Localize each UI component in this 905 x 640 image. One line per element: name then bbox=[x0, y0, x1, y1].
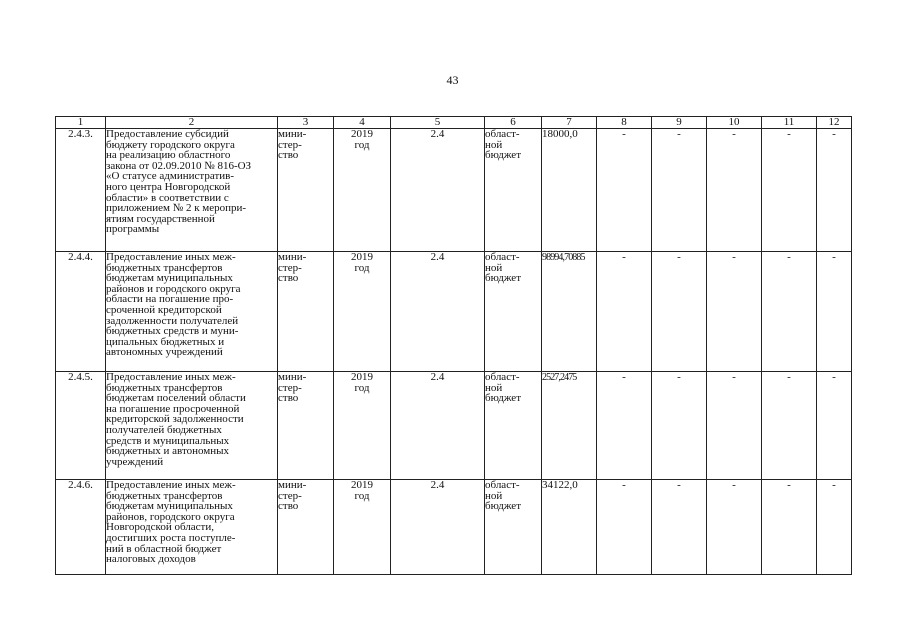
activity-name-line: кредиторской задолженности bbox=[106, 413, 244, 426]
executor-line: мини- bbox=[278, 251, 307, 263]
activities-table bbox=[55, 116, 852, 575]
dash-value: - bbox=[832, 251, 836, 263]
executor-line: стер- bbox=[278, 138, 302, 151]
target-point: 2.4 bbox=[430, 479, 445, 491]
item-number-cell bbox=[56, 372, 106, 480]
funding-source-line: област- bbox=[485, 371, 520, 383]
item-number-cell bbox=[56, 480, 106, 575]
activity-name-line: бюджетных трансфертов bbox=[106, 381, 223, 394]
column-header: 5 bbox=[391, 117, 485, 129]
activity-name-line: приложением № 2 к меропри- bbox=[106, 202, 247, 215]
year-line: год bbox=[354, 261, 370, 274]
executor-cell bbox=[278, 480, 334, 575]
executor-cell bbox=[278, 252, 334, 372]
activity-name-line: закона от 02.09.2010 № 816-ОЗ bbox=[106, 159, 252, 172]
funding-source-line: ной bbox=[485, 261, 503, 274]
empty-value-cell bbox=[817, 372, 852, 480]
activity-name-cell bbox=[106, 480, 278, 575]
empty-value-cell bbox=[762, 252, 817, 372]
dash-value: - bbox=[732, 479, 736, 491]
funding-source-line: ной bbox=[485, 489, 503, 502]
year-cell bbox=[334, 480, 391, 575]
activity-name-line: средств и муниципальных bbox=[106, 434, 230, 447]
target-point-cell bbox=[391, 252, 485, 372]
empty-value-cell bbox=[597, 372, 652, 480]
funding-source-line: бюджет bbox=[485, 392, 521, 405]
dash-value: - bbox=[832, 128, 836, 140]
funding-source-line: област- bbox=[485, 128, 520, 140]
empty-value-cell bbox=[652, 129, 707, 252]
activity-name-line: «О статусе административ- bbox=[106, 170, 234, 183]
activity-name-line: бюджетных трансфертов bbox=[106, 261, 223, 274]
activity-name-line: программы bbox=[106, 223, 160, 236]
activity-name-cell bbox=[106, 372, 278, 480]
activity-name-line: бюджетам муниципальных bbox=[106, 272, 233, 285]
dash-value: - bbox=[677, 128, 681, 140]
target-point-cell bbox=[391, 480, 485, 575]
year-line: 2019 bbox=[351, 251, 373, 263]
empty-value-cell bbox=[652, 252, 707, 372]
executor-line: мини- bbox=[278, 128, 307, 140]
table-row bbox=[56, 480, 852, 575]
header-row bbox=[56, 117, 852, 129]
empty-value-cell bbox=[707, 480, 762, 575]
dash-value: - bbox=[732, 251, 736, 263]
column-header: 12 bbox=[817, 117, 852, 129]
column-header: 1 bbox=[56, 117, 106, 129]
activity-name-line: Предоставление иных меж- bbox=[106, 479, 236, 491]
activity-name-line: налоговых доходов bbox=[106, 553, 196, 566]
table-body bbox=[56, 129, 852, 575]
activity-name-line: ного центра Новгородской bbox=[106, 180, 231, 193]
executor-line: мини- bbox=[278, 371, 307, 383]
column-header: 4 bbox=[334, 117, 391, 129]
target-point: 2.4 bbox=[430, 251, 445, 263]
empty-value-cell bbox=[762, 372, 817, 480]
dash-value: - bbox=[622, 128, 626, 140]
executor-line: стер- bbox=[278, 261, 302, 274]
column-header: 3 bbox=[278, 117, 334, 129]
dash-value: - bbox=[677, 251, 681, 263]
activity-name-line: ципальных бюджетных и bbox=[106, 335, 225, 348]
activity-name-line: на реализацию областного bbox=[106, 149, 231, 162]
funding-source-cell bbox=[485, 372, 542, 480]
year-line: год bbox=[354, 138, 370, 151]
executor-line: ство bbox=[278, 500, 299, 513]
activity-name-line: Новгородской области, bbox=[106, 521, 214, 534]
activity-name-line: бюджетных трансфертов bbox=[106, 489, 223, 502]
table-row bbox=[56, 129, 852, 252]
target-point-cell bbox=[391, 129, 485, 252]
amount-value: 2527,2475 bbox=[542, 372, 577, 383]
dash-value: - bbox=[732, 128, 736, 140]
activity-name-line: Предоставление иных меж- bbox=[106, 371, 236, 383]
activity-name-line: ятиям государственной bbox=[106, 212, 215, 225]
table-row bbox=[56, 252, 852, 372]
year-line: год bbox=[354, 381, 370, 394]
year-cell bbox=[334, 252, 391, 372]
empty-value-cell bbox=[707, 372, 762, 480]
dash-value: - bbox=[832, 479, 836, 491]
column-header: 9 bbox=[652, 117, 707, 129]
activity-name-line: области на погашение про- bbox=[106, 293, 234, 306]
item-number: 2.4.5. bbox=[68, 371, 93, 383]
empty-value-cell bbox=[707, 129, 762, 252]
activity-name-line: Предоставление иных меж- bbox=[106, 251, 236, 263]
dash-value: - bbox=[787, 251, 791, 263]
dash-value: - bbox=[677, 479, 681, 491]
funding-source-cell bbox=[485, 480, 542, 575]
dash-value: - bbox=[787, 479, 791, 491]
funding-source-line: бюджет bbox=[485, 149, 521, 162]
year-line: год bbox=[354, 489, 370, 502]
activity-name-line: районов, городского округа bbox=[106, 510, 235, 523]
target-point-cell bbox=[391, 372, 485, 480]
column-header: 2 bbox=[106, 117, 278, 129]
executor-line: ство bbox=[278, 392, 299, 405]
amount-value: 98994,70885 bbox=[542, 252, 585, 263]
funding-source-line: ной bbox=[485, 138, 503, 151]
item-number: 2.4.6. bbox=[68, 479, 93, 491]
activity-name-line: области» в соответствии с bbox=[106, 191, 229, 204]
activity-name-line: на погашение просроченной bbox=[106, 402, 240, 415]
target-point: 2.4 bbox=[430, 371, 445, 383]
dash-value: - bbox=[677, 371, 681, 383]
empty-value-cell bbox=[652, 372, 707, 480]
item-number-cell bbox=[56, 129, 106, 252]
activity-name-line: сроченной кредиторской bbox=[106, 303, 222, 316]
executor-line: мини- bbox=[278, 479, 307, 491]
column-header: 6 bbox=[485, 117, 542, 129]
dash-value: - bbox=[622, 251, 626, 263]
year-line: 2019 bbox=[351, 128, 373, 140]
funding-source-line: област- bbox=[485, 251, 520, 263]
funding-source-line: ной bbox=[485, 381, 503, 394]
executor-cell bbox=[278, 129, 334, 252]
empty-value-cell bbox=[762, 129, 817, 252]
dash-value: - bbox=[622, 479, 626, 491]
empty-value-cell bbox=[597, 480, 652, 575]
funding-source-line: бюджет bbox=[485, 500, 521, 513]
empty-value-cell bbox=[817, 480, 852, 575]
activity-name-line: достигших роста поступле- bbox=[106, 531, 236, 544]
activity-name-line: задолженности получателей bbox=[106, 314, 239, 327]
funding-source-line: бюджет bbox=[485, 272, 521, 285]
amount-value: 18000,0 bbox=[542, 128, 578, 140]
year-line: 2019 bbox=[351, 479, 373, 491]
column-header: 10 bbox=[707, 117, 762, 129]
executor-line: ство bbox=[278, 149, 299, 162]
funding-source-line: област- bbox=[485, 479, 520, 491]
empty-value-cell bbox=[707, 252, 762, 372]
activity-name-line: учреждений bbox=[106, 455, 164, 468]
dash-value: - bbox=[787, 128, 791, 140]
target-point: 2.4 bbox=[430, 128, 445, 140]
empty-value-cell bbox=[597, 252, 652, 372]
amount-cell bbox=[542, 252, 597, 372]
year-cell bbox=[334, 129, 391, 252]
year-cell bbox=[334, 372, 391, 480]
dash-value: - bbox=[732, 371, 736, 383]
dash-value: - bbox=[622, 371, 626, 383]
executor-cell bbox=[278, 372, 334, 480]
executor-line: стер- bbox=[278, 489, 302, 502]
empty-value-cell bbox=[817, 252, 852, 372]
executor-line: стер- bbox=[278, 381, 302, 394]
activity-name-line: бюджету городского округа bbox=[106, 138, 235, 151]
dash-value: - bbox=[832, 371, 836, 383]
table-row bbox=[56, 372, 852, 480]
empty-value-cell bbox=[762, 480, 817, 575]
activity-name-line: бюджетных средств и муни- bbox=[106, 325, 239, 338]
executor-line: ство bbox=[278, 272, 299, 285]
activity-name-line: ний в областной бюджет bbox=[106, 542, 222, 555]
funding-source-cell bbox=[485, 129, 542, 252]
activity-name-line: районов и городского округа bbox=[106, 282, 241, 295]
item-number-cell bbox=[56, 252, 106, 372]
amount-cell bbox=[542, 129, 597, 252]
amount-cell bbox=[542, 480, 597, 575]
item-number: 2.4.4. bbox=[68, 251, 93, 263]
item-number: 2.4.3. bbox=[68, 128, 93, 140]
activity-name-cell bbox=[106, 129, 278, 252]
funding-source-cell bbox=[485, 252, 542, 372]
page-number: 43 bbox=[446, 73, 459, 87]
empty-value-cell bbox=[597, 129, 652, 252]
activity-name-line: бюджетных и автономных bbox=[106, 445, 230, 458]
activity-name-line: автономных учреждений bbox=[106, 346, 223, 359]
activity-name-line: бюджетам поселений области bbox=[106, 392, 246, 405]
amount-value: 34122,0 bbox=[542, 479, 578, 491]
dash-value: - bbox=[787, 371, 791, 383]
empty-value-cell bbox=[817, 129, 852, 252]
year-line: 2019 bbox=[351, 371, 373, 383]
column-header: 11 bbox=[762, 117, 817, 129]
amount-cell bbox=[542, 372, 597, 480]
empty-value-cell bbox=[652, 480, 707, 575]
column-header: 7 bbox=[542, 117, 597, 129]
activity-name-line: Предоставление субсидий bbox=[106, 128, 229, 140]
activity-name-line: получателей бюджетных bbox=[106, 423, 222, 436]
activity-name-cell bbox=[106, 252, 278, 372]
column-header: 8 bbox=[597, 117, 652, 129]
activity-name-line: бюджетам муниципальных bbox=[106, 500, 233, 513]
